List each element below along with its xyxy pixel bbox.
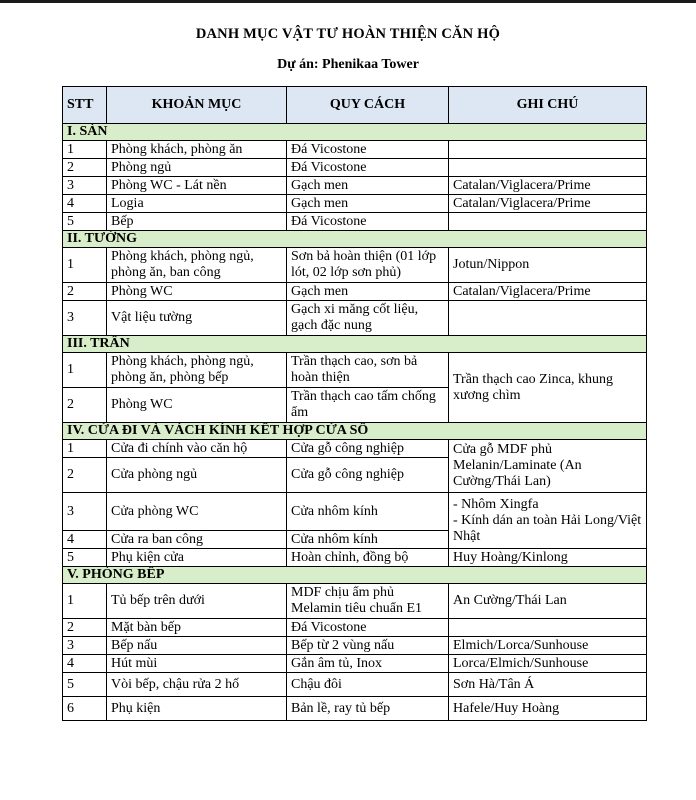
table-row — [63, 195, 647, 213]
stt-cell: 1 — [63, 248, 107, 283]
table-row — [63, 673, 647, 697]
ghi-chu-cell: Catalan/Viglacera/Prime — [449, 195, 647, 213]
stt-cell: 2 — [63, 388, 107, 423]
stt-cell: 3 — [63, 177, 107, 195]
stt-cell: 2 — [63, 159, 107, 177]
quy-cach-cell: Gạch xi măng cốt liệu, gạch đặc nung — [287, 301, 449, 336]
quy-cach-cell: Cửa nhôm kính — [287, 493, 449, 531]
table-row — [63, 619, 647, 637]
document-title: DANH MỤC VẬT TƯ HOÀN THIỆN CĂN HỘ — [195, 26, 501, 42]
materials-table — [62, 86, 647, 721]
khoan-muc-cell: Vật liệu tường — [107, 301, 287, 336]
ghi-chu-cell: Catalan/Viglacera/Prime — [449, 177, 647, 195]
stt-cell: 1 — [63, 141, 107, 159]
khoan-muc-cell: Phòng khách, phòng ngủ, phòng ăn, ban công — [107, 248, 287, 283]
section-title: III. TRẦN — [63, 336, 647, 353]
ghi-chu-cell: Elmich/Lorca/Sunhouse — [449, 637, 647, 655]
stt-cell: 3 — [63, 493, 107, 531]
quy-cach-cell: Gạch men — [287, 283, 449, 301]
section-row-cua — [63, 423, 647, 440]
quy-cach-cell: Đá Vicostone — [287, 619, 449, 637]
ghi-chu-cell — [449, 493, 647, 549]
quy-cach-cell: Trần thạch cao, sơn bả hoàn thiện — [287, 353, 449, 388]
ghi-chu-cell: Huy Hoàng/Kinlong — [449, 549, 647, 567]
quy-cach-cell: Gạch men — [287, 177, 449, 195]
top-border — [0, 0, 696, 3]
khoan-muc-cell: Bếp — [107, 213, 287, 231]
table-row — [63, 301, 647, 336]
stt-cell: 3 — [63, 301, 107, 336]
stt-cell: 6 — [63, 697, 107, 721]
ghi-chu-cell — [449, 619, 647, 637]
khoan-muc-cell: Cửa phòng WC — [107, 493, 287, 531]
khoan-muc-cell: Logia — [107, 195, 287, 213]
khoan-muc-cell: Cửa phòng ngủ — [107, 458, 287, 493]
khoan-muc-cell: Phòng khách, phòng ăn — [107, 141, 287, 159]
ghi-chu-cell: Cửa gỗ MDF phủ Melanin/Laminate (An Cường/Thái Lan) — [449, 440, 647, 493]
khoan-muc-cell: Hút mùi — [107, 655, 287, 673]
section-row-bep — [63, 567, 647, 584]
ghi-chu-cell — [449, 301, 647, 336]
khoan-muc-cell: Phòng khách, phòng ngủ, phòng ăn, phòng bếp — [107, 353, 287, 388]
header-ghi-chu: GHI CHÚ — [449, 87, 647, 124]
table-row — [63, 248, 647, 283]
quy-cach-cell: Đá Vicostone — [287, 159, 449, 177]
table-row — [63, 549, 647, 567]
quy-cach-cell: Bếp từ 2 vùng nấu — [287, 637, 449, 655]
quy-cach-cell: Sơn bả hoàn thiện (01 lớp lót, 02 lớp sơn phủ) — [287, 248, 449, 283]
khoan-muc-cell: Cửa ra ban công — [107, 531, 287, 549]
stt-cell: 4 — [63, 195, 107, 213]
quy-cach-cell: Trần thạch cao tấm chống ẩm — [287, 388, 449, 423]
stt-cell: 4 — [63, 531, 107, 549]
ghi-chu-cell — [449, 159, 647, 177]
section-title: II. TƯỜNG — [63, 231, 647, 248]
ghi-chu-cell: Trần thạch cao Zinca, khung xương chìm — [449, 353, 647, 423]
ghi-chu-cell — [449, 213, 647, 231]
table-row — [63, 493, 647, 531]
quy-cach-cell: Đá Vicostone — [287, 213, 449, 231]
stt-cell: 5 — [63, 213, 107, 231]
table-row — [63, 177, 647, 195]
ghi-chu-cell: Sơn Hà/Tân Á — [449, 673, 647, 697]
header-stt: STT — [63, 87, 107, 124]
quy-cach-cell: Cửa nhôm kính — [287, 531, 449, 549]
stt-cell: 1 — [63, 440, 107, 458]
table-row — [63, 655, 647, 673]
ghi-chu-cell: Hafele/Huy Hoàng — [449, 697, 647, 721]
stt-cell: 4 — [63, 655, 107, 673]
header-row — [63, 87, 647, 124]
khoan-muc-cell: Tủ bếp trên dưới — [107, 584, 287, 619]
ghi-chu-cell: An Cường/Thái Lan — [449, 584, 647, 619]
stt-cell: 1 — [63, 584, 107, 619]
table-row — [63, 440, 647, 458]
quy-cach-cell: Bản lề, ray tủ bếp — [287, 697, 449, 721]
section-row-tuong — [63, 231, 647, 248]
ghi-chu-cell: Lorca/Elmich/Sunhouse — [449, 655, 647, 673]
table-row — [63, 584, 647, 619]
header-khoan-muc: KHOẢN MỤC — [107, 87, 287, 124]
stt-cell: 5 — [63, 673, 107, 697]
ghi-chu-cell — [449, 141, 647, 159]
table-row — [63, 353, 647, 388]
header-quy-cach: QUY CÁCH — [287, 87, 449, 124]
quy-cach-cell: Gạch men — [287, 195, 449, 213]
khoan-muc-cell: Phòng ngủ — [107, 159, 287, 177]
khoan-muc-cell: Phòng WC — [107, 283, 287, 301]
khoan-muc-cell: Phòng WC — [107, 388, 287, 423]
stt-cell: 2 — [63, 458, 107, 493]
quy-cach-cell: Hoàn chỉnh, đồng bộ — [287, 549, 449, 567]
table-row — [63, 283, 647, 301]
stt-cell: 1 — [63, 353, 107, 388]
quy-cach-cell: Gắn âm tủ, Inox — [287, 655, 449, 673]
quy-cach-cell: Đá Vicostone — [287, 141, 449, 159]
quy-cach-cell: Cửa gỗ công nghiệp — [287, 440, 449, 458]
section-title: I. SÀN — [63, 124, 647, 141]
khoan-muc-cell: Phòng WC - Lát nền — [107, 177, 287, 195]
stt-cell: 2 — [63, 283, 107, 301]
table-row — [63, 213, 647, 231]
ghi-chu-cell: Catalan/Viglacera/Prime — [449, 283, 647, 301]
khoan-muc-cell: Vòi bếp, chậu rửa 2 hố — [107, 673, 287, 697]
khoan-muc-cell: Bếp nấu — [107, 637, 287, 655]
quy-cach-cell: Cửa gỗ công nghiệp — [287, 458, 449, 493]
table-row — [63, 637, 647, 655]
ghi-chu-line: - Nhôm Xingfa — [453, 496, 539, 512]
khoan-muc-cell: Cửa đi chính vào căn hộ — [107, 440, 287, 458]
ghi-chu-cell: Jotun/Nippon — [449, 248, 647, 283]
khoan-muc-cell: Phụ kiện cửa — [107, 549, 287, 567]
quy-cach-cell: MDF chịu ẩm phủ Melamin tiêu chuẩn E1 — [287, 584, 449, 619]
stt-cell: 2 — [63, 619, 107, 637]
khoan-muc-cell: Phụ kiện — [107, 697, 287, 721]
quy-cach-cell: Chậu đôi — [287, 673, 449, 697]
section-row-san — [63, 124, 647, 141]
table-row — [63, 141, 647, 159]
section-row-tran — [63, 336, 647, 353]
stt-cell: 3 — [63, 637, 107, 655]
table-row — [63, 159, 647, 177]
stt-cell: 5 — [63, 549, 107, 567]
section-title: IV. CỬA ĐI VÀ VÁCH KÍNH KẾT HỢP CỬA SỔ — [63, 423, 647, 440]
ghi-chu-line: - Kính dán an toàn Hải Long/Việt Nhật — [453, 512, 642, 544]
section-title: V. PHÒNG BẾP — [63, 567, 647, 584]
table-row — [63, 697, 647, 721]
project-name: Dự án: Phenikaa Tower — [277, 57, 419, 72]
khoan-muc-cell: Mặt bàn bếp — [107, 619, 287, 637]
